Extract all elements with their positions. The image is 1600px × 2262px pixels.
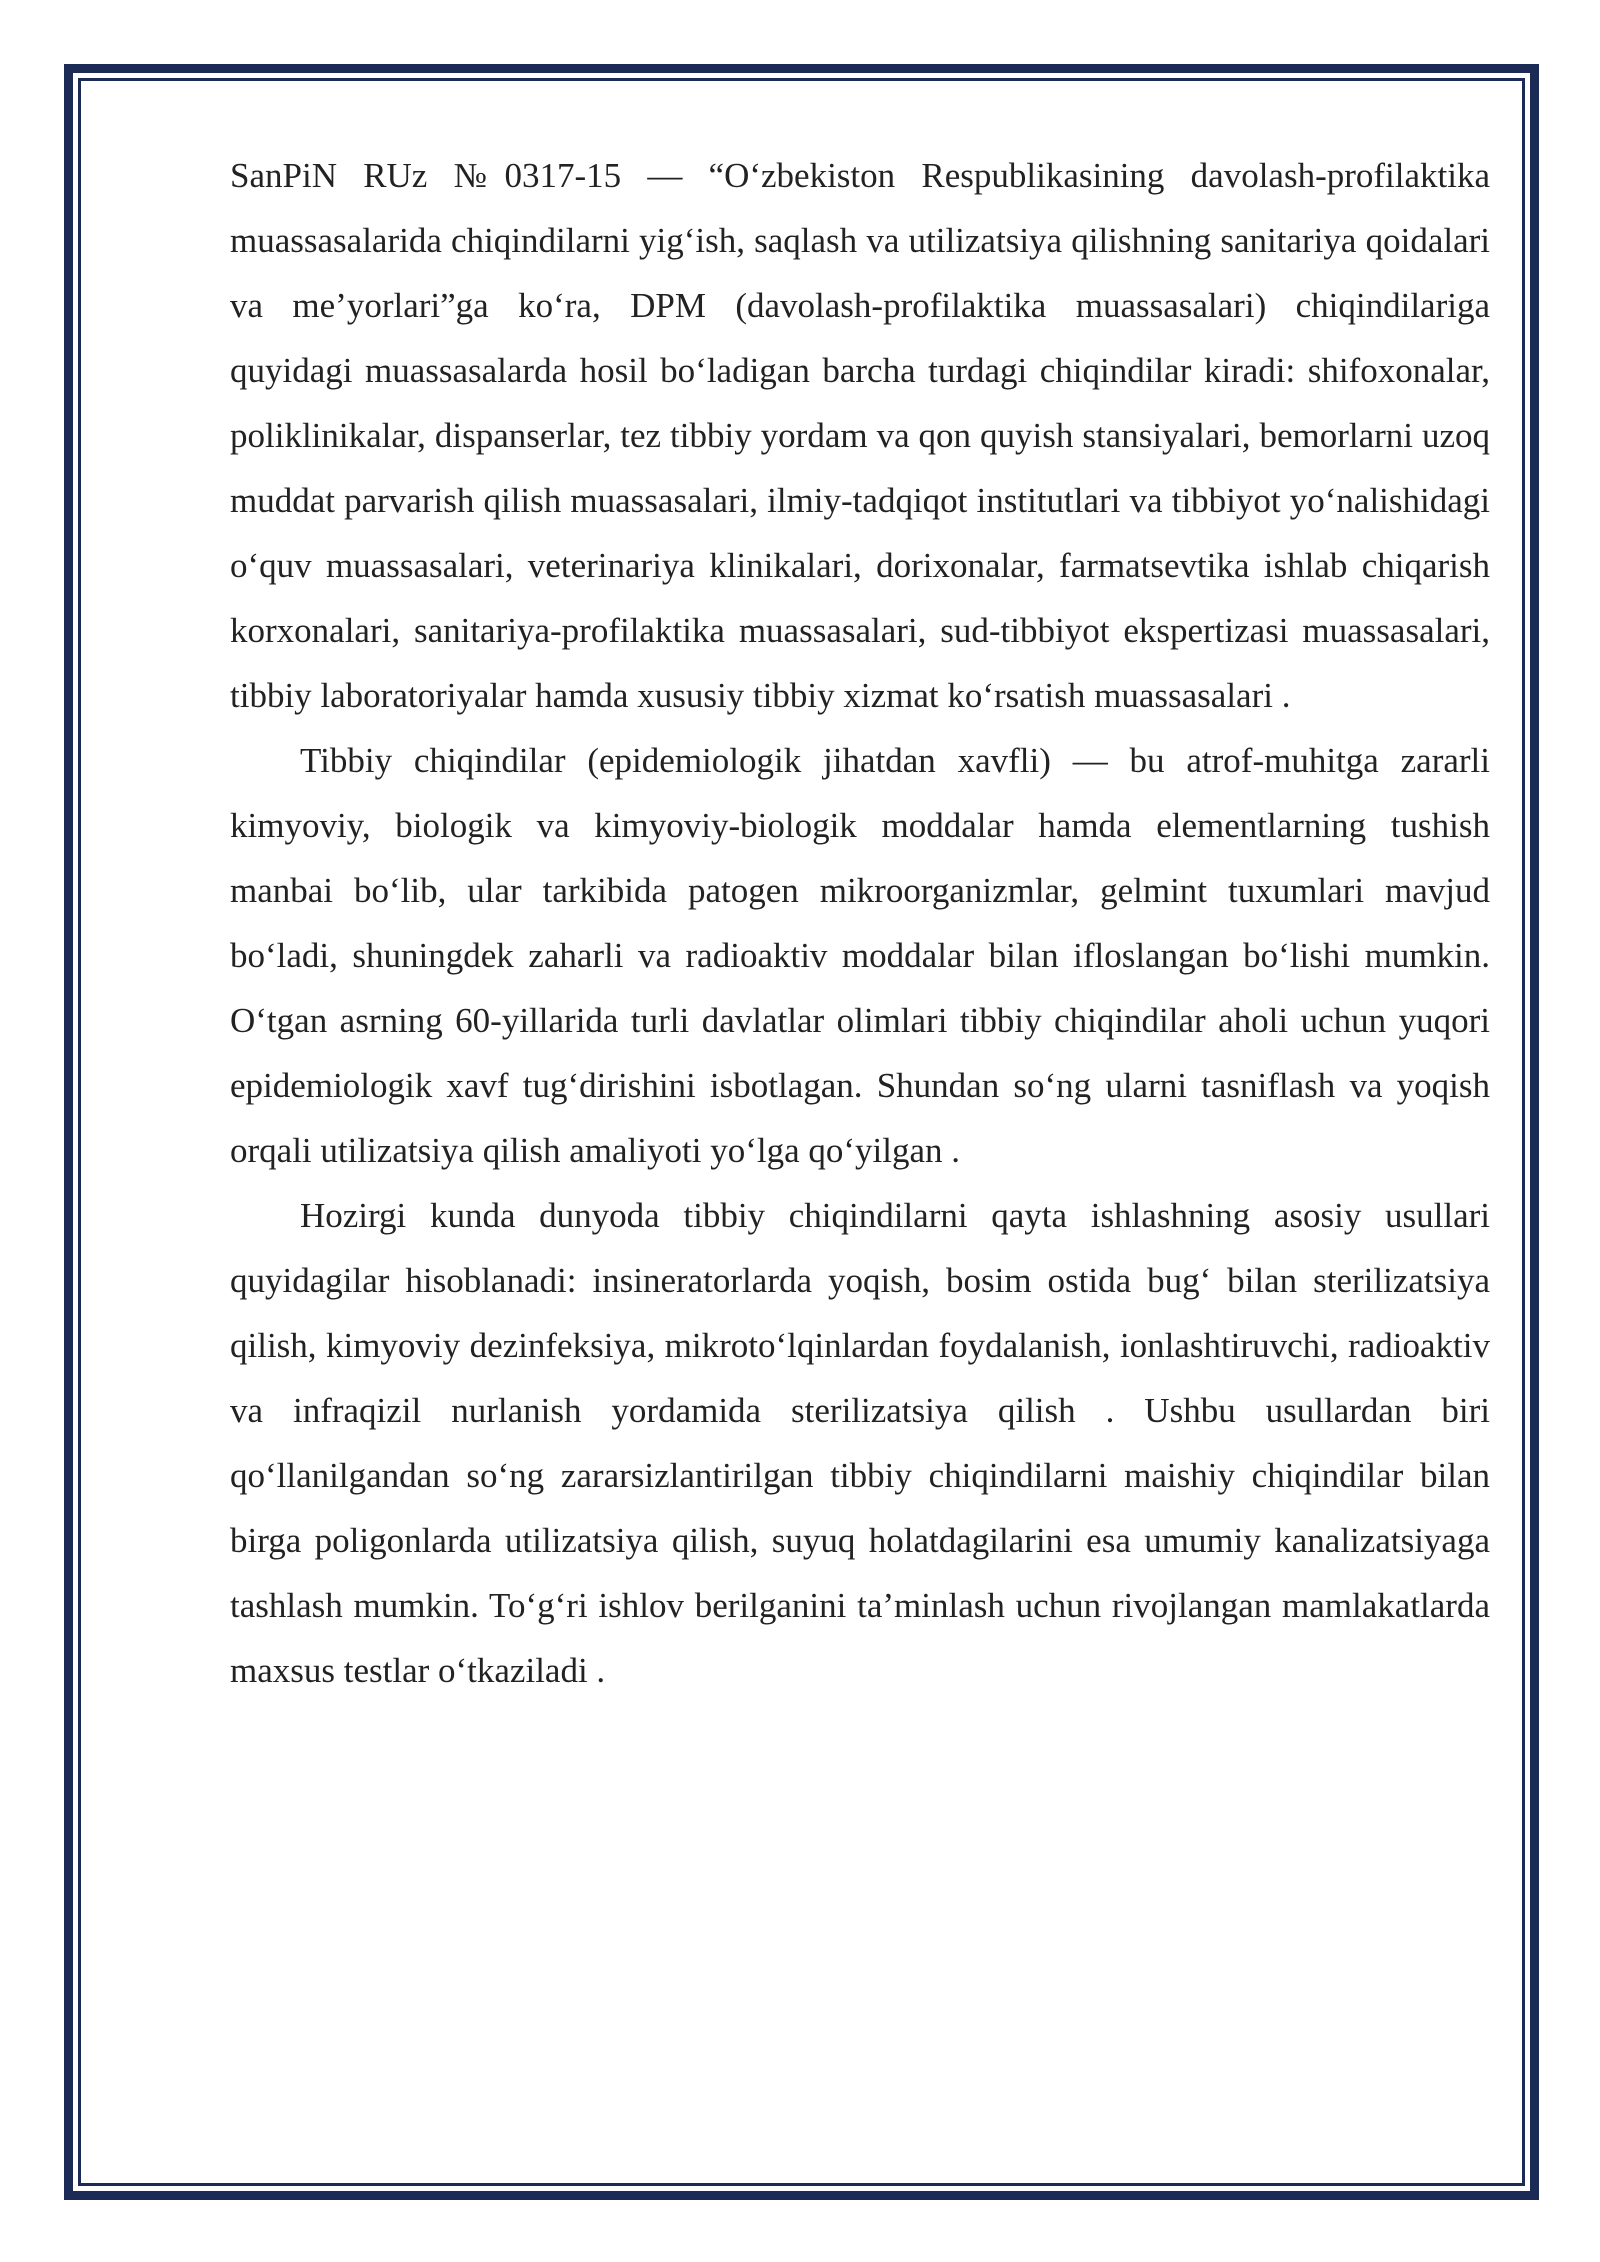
paragraph-processing-methods: Hozirgi kunda dunyoda tibbiy chiqindilarni qayta ishlashning asosiy usullari quyidagilar hisoblanadi: insineratorlarda yoqish, bosim ostida bug‘ bilan sterilizatsiya qilish, kimyoviy dezinfeksiya, mikroto‘lqinlardan foydalanish, ionlashtiruvchi, radioaktiv va infraqizil nurlanish yordamida sterilizatsiya qilish . Ushbu usullardan biri qo‘llanilgandan so‘ng zararsizlantirilgan tibbiy chiqindilarni maishiy chiqindilar bilan birga poligonlarda utilizatsiya qilish, suyuq holatdagilarini esa umumiy kanalizatsiyaga tashlash mumkin. To‘g‘ri ishlov berilganini ta’minlash uchun rivojlangan mamlakatlarda maxsus testlar o‘tkaziladi . xyxy=(230,1196,1490,1690)
document-body xyxy=(230,143,1490,1703)
paragraph-medical-waste-hazard: Tibbiy chiqindilar (epidemiologik jihatdan xavfli) — bu atrof-muhitga zararli kimyoviy, biologik va kimyoviy-biologik moddalar hamda elementlarning tushish manbai bo‘lib, ular tarkibida patogen mikroorganizmlar, gelmint tuxumlari mavjud bo‘ladi, shuningdek zaharli va radioaktiv moddalar bilan ifloslangan bo‘lishi mumkin. O‘tgan asrning 60-yillarida turli davlatlar olimlari tibbiy chiqindilar aholi uchun yuqori epidemiologik xavf tug‘dirishini isbotlagan. Shundan so‘ng ularni tasniflash va yoqish orqali utilizatsiya qilish amaliyoti yo‘lga qo‘yilgan . xyxy=(230,741,1490,1170)
paragraph-sanpin-definition: SanPiN RUz №0317-15 — “O‘zbekiston Respublikasining davolash-profilaktika muassasalarida chiqindilarni yig‘ish, saqlash va utilizatsiya qilishning sanitariya qoidalari va me’yorlari”ga ko‘ra, DPM (davolash-profilaktika muassasalari) chiqindilariga quyidagi muassasalarda hosil bo‘ladigan barcha turdagi chiqindilar kiradi: shifoxonalar, poliklinikalar, dispanserlar, tez tibbiy yordam va qon quyish stansiyalari, bemorlarni uzoq muddat parvarish qilish muassasalari, ilmiy-tadqiqot institutlari va tibbiyot yo‘nalishidagi o‘quv muassasalari, veterinariya klinikalari, dorixonalar, farmatsevtika ishlab chiqarish korxonalari, sanitariya-profilaktika muassasalari, sud-tibbiyot ekspertizasi muassasalari, tibbiy laboratoriyalar hamda xususiy tibbiy xizmat ko‘rsatish muassasalari . xyxy=(230,156,1490,715)
